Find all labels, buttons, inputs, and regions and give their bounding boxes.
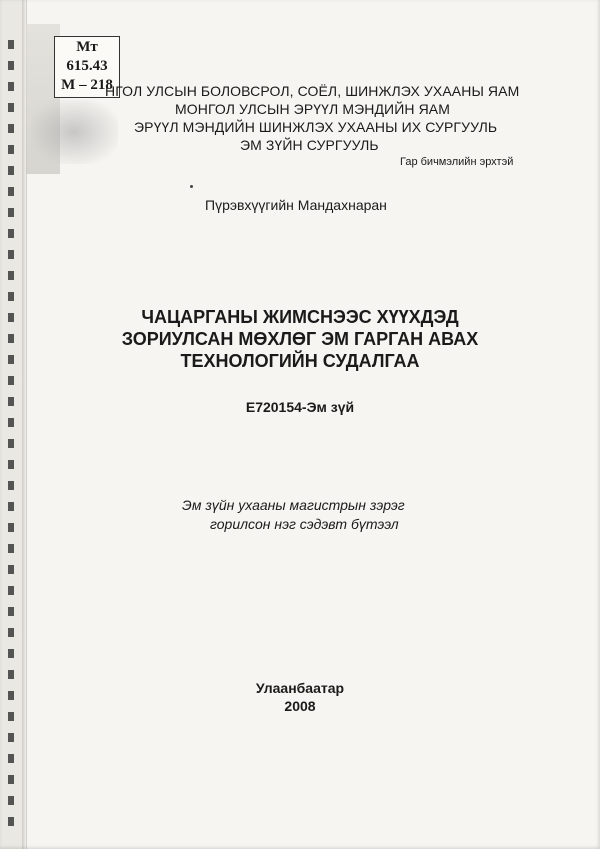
- year: 2008: [284, 698, 316, 714]
- thesis-title: [0, 306, 600, 372]
- institution-header: [0, 82, 600, 154]
- city: Улаанбаатар: [255, 680, 345, 696]
- ministry-line-1: НГОЛ УЛСЫН БОЛОВСРОЛ, СОЁЛ, ШИНЖЛЭХ УХААНЫ ЯАМ: [105, 83, 520, 99]
- manuscript-rights-note: Гар бичмэлийн эрхтэй: [400, 156, 514, 168]
- degree-statement: [182, 496, 405, 534]
- title-line-1: ЧАЦАРГАНЫ ЖИМСНЭЭС ХҮҮХДЭД: [141, 307, 459, 327]
- specialty-code: Е720154-Эм зүй: [245, 399, 355, 415]
- speck: [190, 185, 193, 188]
- ministry-line-2: МОНГОЛ УЛСЫН ЭРҮҮЛ МЭНДИЙН ЯАМ: [175, 101, 450, 117]
- university-line: ЭРҮҮЛ МЭНДИЙН ШИНЖЛЭХ УХААНЫ ИХ СУРГУУЛЬ: [134, 119, 498, 135]
- degree-line-1: Эм зүйн ухааны магистрын зэрэг: [182, 497, 405, 513]
- library-label-line-1: Мт: [76, 39, 98, 55]
- title-line-3: ТЕХНОЛОГИЙН СУДАЛГАА: [180, 351, 420, 371]
- school-line: ЭМ ЗҮЙН СУРГУУЛЬ: [240, 137, 379, 153]
- title-line-2: ЗОРИУЛСАН МӨХЛӨГ ЭМ ГАРГАН АВАХ: [121, 329, 479, 349]
- library-label-line-2: 615.43: [66, 58, 108, 74]
- library-label-line-3: М – 218: [61, 77, 113, 93]
- author-name: Пүрэвхүүгийн Мандахнаран: [205, 197, 387, 213]
- degree-line-2: горилсон нэг сэдэвт бүтээл: [210, 516, 399, 532]
